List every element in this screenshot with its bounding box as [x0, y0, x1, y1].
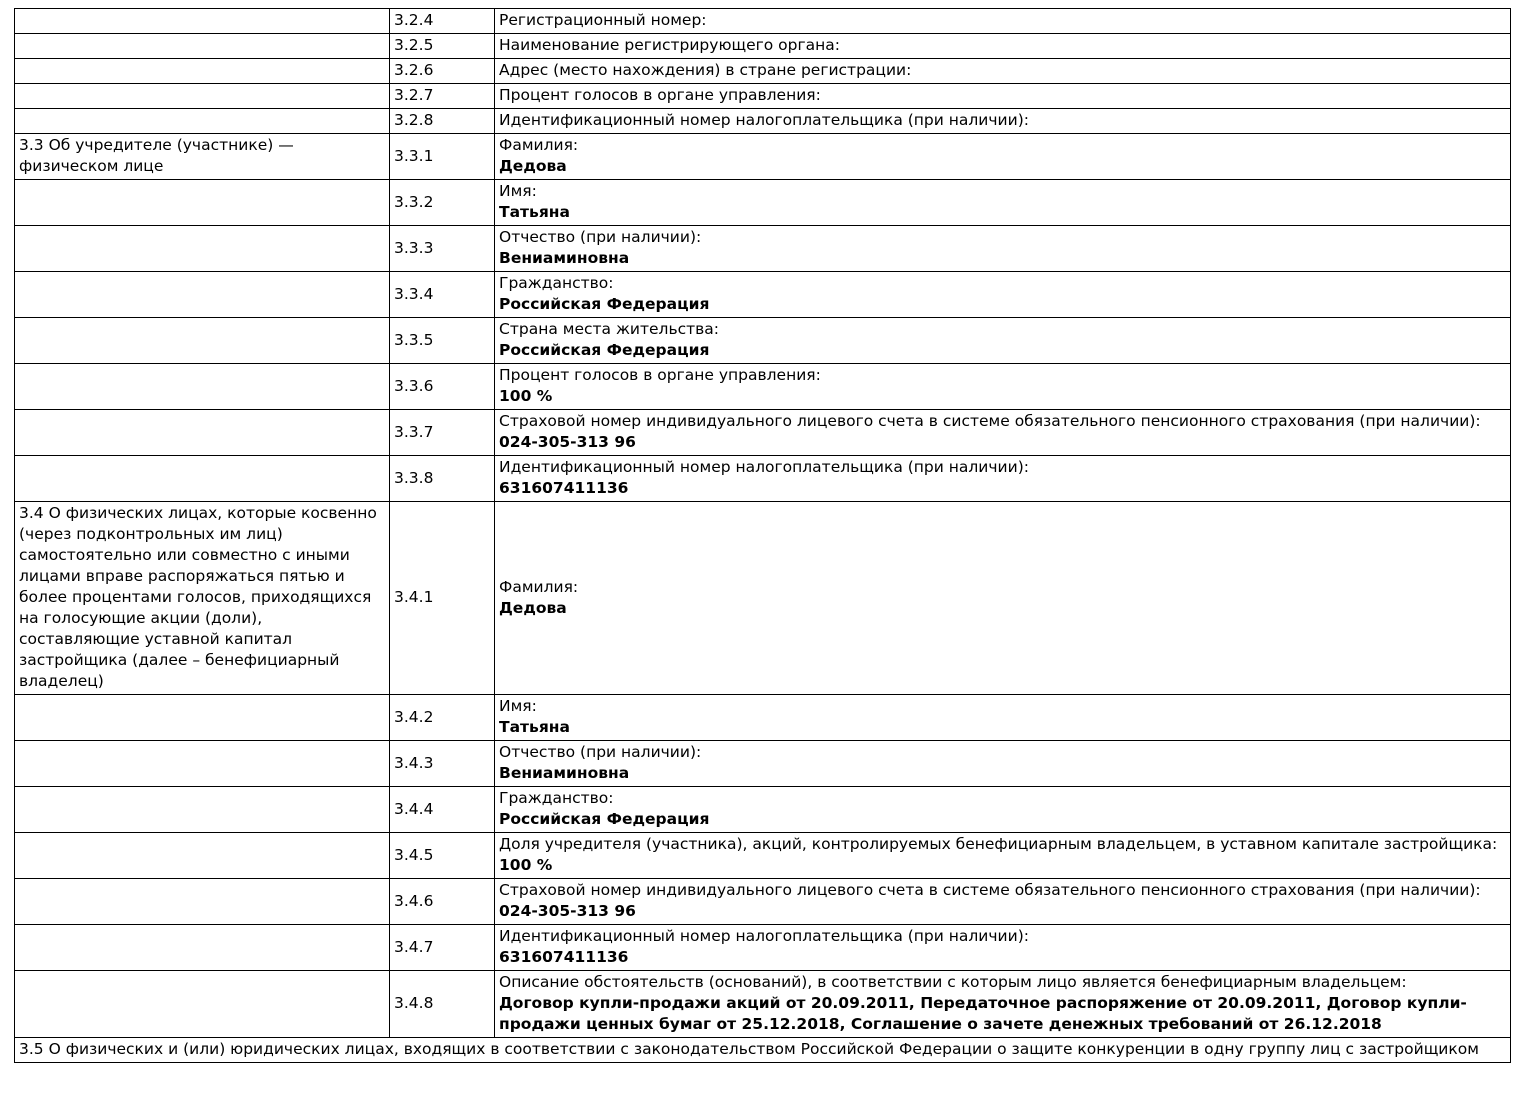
item-number-cell: 3.4.1 [390, 502, 495, 695]
item-number-cell: 3.3.7 [390, 410, 495, 456]
section-cell [15, 59, 390, 84]
item-number-cell: 3.2.8 [390, 109, 495, 134]
field-value: Дедова [499, 157, 567, 175]
field-value: 100 % [499, 856, 553, 874]
item-number-cell: 3.3.2 [390, 180, 495, 226]
field-label: Фамилия: [499, 136, 579, 154]
table-row [15, 59, 1511, 84]
field-value: Татьяна [499, 203, 570, 221]
section-cell [15, 787, 390, 833]
section-3-5-heading: 3.5 О физических и (или) юридических лицах, входящих в соответствии с законодательством Российской Федерации о защите конкуренции в одну группу лиц с застройщиком [15, 1038, 1511, 1063]
field-label: Страна места жительства: [499, 320, 720, 338]
field-value: Российская Федерация [499, 341, 710, 359]
field-value: Договор купли-продажи акций от 20.09.2011, Передаточное распоряжение от 20.09.2011, Договор купли-продажи ценных бумаг от 25.12.2018, Соглашение о зачете денежных требований от 26.12.2018 [499, 994, 1467, 1033]
section-cell [15, 318, 390, 364]
field-label: Имя: [499, 697, 537, 715]
item-number-cell: 3.4.8 [390, 971, 495, 1038]
table-row [15, 134, 1511, 180]
field-value: Российская Федерация [499, 295, 710, 313]
content-cell [495, 109, 1511, 134]
item-number-cell: 3.3.4 [390, 272, 495, 318]
content-cell [495, 502, 1511, 695]
section-cell [15, 272, 390, 318]
item-number-cell: 3.2.7 [390, 84, 495, 109]
content-cell [495, 9, 1511, 34]
content-cell [495, 741, 1511, 787]
field-label: Имя: [499, 182, 537, 200]
field-label: Идентификационный номер налогоплательщика (при наличии): [499, 927, 1029, 945]
field-label: Идентификационный номер налогоплательщика (при наличии): [499, 111, 1029, 129]
table-row [15, 787, 1511, 833]
table-row [15, 34, 1511, 59]
field-value: 631607411136 [499, 948, 629, 966]
section-cell [15, 879, 390, 925]
field-label: Регистрационный номер: [499, 11, 707, 29]
content-cell [495, 410, 1511, 456]
field-value: Вениаминовна [499, 764, 630, 782]
table-row [15, 226, 1511, 272]
content-cell [495, 318, 1511, 364]
section-cell: 3.4 О физических лицах, которые косвенно (через подконтрольных им лиц) самостоятельно или совместно с иными лицами вправе распоряжаться пятью и более процентами голосов, приходящихся на голосующие акции (доли), составляющие уставной капитал застройщика (далее – бенефициарный владелец) [15, 502, 390, 695]
table-row [15, 272, 1511, 318]
field-value: 100 % [499, 387, 553, 405]
field-label: Страховой номер индивидуального лицевого счета в системе обязательного пенсионного страхования (при наличии): [499, 881, 1481, 899]
declaration-table [14, 8, 1511, 1063]
table-row [15, 925, 1511, 971]
item-number-cell: 3.4.5 [390, 833, 495, 879]
table-row [15, 109, 1511, 134]
section-cell [15, 34, 390, 59]
content-cell [495, 879, 1511, 925]
content-cell [495, 226, 1511, 272]
field-label: Отчество (при наличии): [499, 743, 702, 761]
field-value: 024-305-313 96 [499, 433, 636, 451]
section-cell [15, 109, 390, 134]
content-cell [495, 180, 1511, 226]
item-number-cell: 3.2.6 [390, 59, 495, 84]
table-row [15, 180, 1511, 226]
content-cell [495, 971, 1511, 1038]
field-label: Процент голосов в органе управления: [499, 86, 821, 104]
table-row [15, 502, 1511, 695]
content-cell [495, 59, 1511, 84]
field-value: 631607411136 [499, 479, 629, 497]
field-value: 024-305-313 96 [499, 902, 636, 920]
section-cell [15, 226, 390, 272]
table-row [15, 364, 1511, 410]
content-cell [495, 84, 1511, 109]
section-cell [15, 364, 390, 410]
section-cell [15, 84, 390, 109]
section-cell [15, 9, 390, 34]
item-number-cell: 3.4.2 [390, 695, 495, 741]
content-cell [495, 695, 1511, 741]
table-row [15, 456, 1511, 502]
declaration-table-body [15, 9, 1511, 1038]
section-cell: 3.3 Об учредителе (участнике) — физическом лице [15, 134, 390, 180]
field-label: Отчество (при наличии): [499, 228, 702, 246]
content-cell [495, 833, 1511, 879]
item-number-cell: 3.3.6 [390, 364, 495, 410]
field-label: Идентификационный номер налогоплательщика (при наличии): [499, 458, 1029, 476]
content-cell [495, 364, 1511, 410]
section-cell [15, 456, 390, 502]
declaration-table-footer [15, 1038, 1511, 1063]
field-label: Адрес (место нахождения) в стране регистрации: [499, 61, 912, 79]
table-row [15, 741, 1511, 787]
item-number-cell: 3.3.1 [390, 134, 495, 180]
item-number-cell: 3.4.3 [390, 741, 495, 787]
field-label: Доля учредителя (участника), акций, контролируемых бенефициарным владельцем, в уставном капитале застройщика: [499, 835, 1498, 853]
item-number-cell: 3.3.8 [390, 456, 495, 502]
field-label: Страховой номер индивидуального лицевого счета в системе обязательного пенсионного страхования (при наличии): [499, 412, 1481, 430]
table-row [15, 833, 1511, 879]
item-number-cell: 3.3.3 [390, 226, 495, 272]
table-row [15, 9, 1511, 34]
content-cell [495, 925, 1511, 971]
item-number-cell: 3.2.4 [390, 9, 495, 34]
field-value: Дедова [499, 598, 567, 617]
table-row [15, 318, 1511, 364]
section-3-5-row [15, 1038, 1511, 1063]
field-label: Фамилия: [499, 577, 579, 596]
item-number-cell: 3.4.7 [390, 925, 495, 971]
table-row [15, 410, 1511, 456]
section-cell [15, 833, 390, 879]
field-label: Гражданство: [499, 274, 614, 292]
field-label: Описание обстоятельств (оснований), в соответствии с которым лицо является бенефициарным владельцем: [499, 973, 1407, 991]
field-value: Российская Федерация [499, 810, 710, 828]
section-cell [15, 925, 390, 971]
table-row [15, 879, 1511, 925]
field-value: Татьяна [499, 718, 570, 736]
item-number-cell: 3.3.5 [390, 318, 495, 364]
section-cell [15, 695, 390, 741]
field-label: Гражданство: [499, 789, 614, 807]
section-cell [15, 180, 390, 226]
table-row [15, 695, 1511, 741]
field-label: Наименование регистрирующего органа: [499, 36, 840, 54]
table-row [15, 84, 1511, 109]
section-cell [15, 741, 390, 787]
item-number-cell: 3.2.5 [390, 34, 495, 59]
content-cell [495, 787, 1511, 833]
content-cell [495, 34, 1511, 59]
section-cell [15, 410, 390, 456]
content-cell [495, 272, 1511, 318]
content-cell [495, 134, 1511, 180]
content-cell [495, 456, 1511, 502]
section-cell [15, 971, 390, 1038]
item-number-cell: 3.4.6 [390, 879, 495, 925]
item-number-cell: 3.4.4 [390, 787, 495, 833]
field-value: Вениаминовна [499, 249, 630, 267]
table-row [15, 971, 1511, 1038]
field-label: Процент голосов в органе управления: [499, 366, 821, 384]
